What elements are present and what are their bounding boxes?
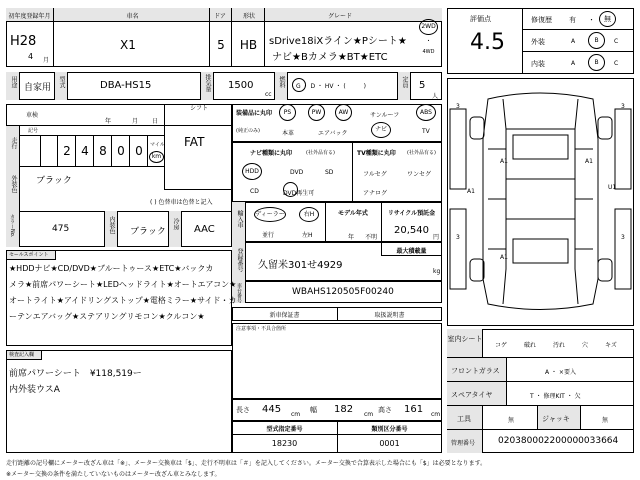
row2-table — [6, 72, 442, 100]
mgmt-label: 管理番号 — [451, 440, 476, 447]
interior-grade-c: C — [614, 60, 619, 67]
interior-color-label: 内装色 — [108, 216, 115, 234]
glass-label: フロントガラス — [451, 367, 500, 375]
door-label: ドア — [214, 13, 226, 20]
navi-hdd: HDD — [242, 163, 262, 180]
tools-value: 無 — [508, 417, 515, 424]
exterior-grade-b: B — [588, 32, 605, 49]
shape-label: 形状 — [242, 13, 255, 20]
mileage-digit: 8 — [99, 144, 107, 158]
damage-label: A1 — [500, 254, 508, 261]
jack-label: ジャッキ — [542, 415, 570, 423]
displacement-label: 排気量 — [204, 74, 211, 92]
tv-label: TV種類に丸印 — [357, 150, 396, 157]
width: 182 — [334, 404, 354, 415]
length-label: 長さ — [236, 406, 250, 414]
class-number: 0001 — [379, 439, 400, 448]
mileage-digit: 2 — [63, 144, 71, 158]
door-count: 5 — [217, 38, 225, 52]
person-unit: 人 — [432, 93, 439, 100]
reg-number: 久留米301せ4929 — [258, 260, 343, 271]
type-label: 型式指定番号 — [266, 426, 303, 433]
max-load-label: 最大積載量 — [396, 248, 427, 255]
mgmt-number: 020380002200000033664 — [498, 436, 619, 446]
displacement: 1500 — [228, 80, 254, 91]
equip-abs: ABS — [416, 104, 436, 121]
equipment-sub: (純正のみ) — [236, 128, 260, 134]
caution-table — [232, 323, 442, 399]
kg-unit: kg — [433, 268, 441, 275]
width-cm: cm — [364, 411, 374, 418]
length: 445 — [262, 404, 282, 415]
fuel-label: 燃料 — [278, 76, 285, 88]
miles-label: マイル — [150, 142, 165, 148]
tv-fullseg: フルセグ — [363, 171, 387, 178]
interior-grade-b: B — [588, 54, 605, 71]
recycle-label: リサイクル預託金 — [387, 210, 436, 217]
sheet-item: 破れ — [524, 342, 537, 349]
inspector-line-2: 内外装ウスA — [9, 385, 60, 395]
navi-label: ナビ種類に丸印 — [250, 150, 293, 157]
cc-unit: cc — [265, 91, 272, 98]
fuel-options: G ・ D ・ HV ・ ( ) — [296, 83, 367, 90]
reg-label: 登録番号 — [236, 248, 243, 272]
inspection-month: 月 — [132, 118, 139, 125]
recycle-amount: 20,540 — [394, 225, 429, 236]
usage: 自家用 — [24, 83, 52, 93]
height-label: 高さ — [378, 406, 392, 414]
mileage-digit: 0 — [117, 144, 125, 158]
class-label: 類別区分番号 — [371, 426, 408, 433]
model: DBA-HS15 — [100, 80, 152, 91]
usage-label: 用途 — [10, 76, 17, 88]
equip-sunroof: サンルーフ — [370, 112, 400, 119]
exterior-grade-c: C — [614, 38, 619, 45]
ac-label: 冷房 — [172, 218, 179, 230]
footer-line-1: 走行距離の記号欄にメーター改ざん車は「※」、メーター交換車は「$」、走行不明車は「＃」を記入してください。メーター交換で合算表示した場合にも「$」は必要となります。 — [6, 460, 487, 467]
navi-dvd: DVD — [290, 169, 304, 176]
jack-value: 無 — [602, 417, 609, 424]
drive-4wd: 4WD — [422, 49, 435, 55]
spare-value: T ・ 修理KIT ・ 欠 — [530, 393, 581, 400]
diagram-num: 3 — [456, 103, 460, 110]
inspector-line-1: 前席パワーシート ¥118,519ー — [9, 369, 142, 379]
chassis-number: WBAHS120505F00240 — [292, 287, 394, 297]
exterior-color-note: ( ) 色替車は色替と記入 — [150, 199, 213, 206]
exterior-color: ブラック — [36, 176, 72, 186]
equip-airbag: エアバック — [318, 130, 348, 137]
mileage-digit: 4 — [81, 144, 89, 158]
glass-value: A ・ ×要入 — [545, 369, 576, 376]
inspection-day: 日 — [152, 118, 159, 125]
tv-analog: アナログ — [363, 190, 388, 197]
width-label: 幅 — [310, 406, 317, 414]
interior-sheet-label: 室内シート — [447, 335, 483, 343]
repair-label: 修復歴 — [531, 16, 552, 24]
interior-grade-a: A — [571, 60, 576, 67]
sheet-item: 穴 — [582, 342, 589, 349]
repair-dot: ・ — [588, 16, 595, 24]
car-name: X1 — [120, 38, 136, 52]
body-shape: HB — [239, 38, 258, 52]
inspector-label: 検査記入欄 — [6, 350, 42, 360]
navi-cd: CD — [250, 188, 259, 195]
equip-tv: TV — [422, 128, 430, 135]
import-label: 輸入車 — [236, 210, 243, 228]
exterior-grade-label: 外装 — [531, 38, 545, 46]
score: 4.5 — [470, 30, 505, 55]
equip-navi: ナビ — [371, 122, 391, 138]
shift: FAT — [184, 135, 205, 149]
first-reg-label: 初年度登録年月 — [8, 13, 51, 20]
import-left: 左H — [302, 232, 313, 239]
tools-label: 工具 — [457, 415, 471, 423]
mileage-label: 走行 — [10, 137, 17, 149]
grade-label: グレード — [327, 13, 352, 20]
recycle-yen: 円 — [433, 234, 440, 241]
grade-line-2: ナビ★Bカメラ★BT★ETC — [272, 52, 388, 63]
grade-line-1: sDrive18iXライン★Pシート★ — [269, 36, 407, 47]
navi-dvd-play: DVD再生可 — [283, 190, 315, 197]
tv-sub: (社外品有る) — [407, 150, 436, 156]
car-name-label: 車名 — [126, 13, 139, 20]
sales-line-1: ★HDDナビ★CD/DVD★ブルートゥース★ETC★バックカ — [9, 264, 214, 273]
tv-oneseg: ワンセグ — [407, 171, 432, 178]
damage-label: U1 — [608, 184, 617, 191]
diagram-num: 3 — [456, 234, 460, 241]
sheet-item: 汚れ — [553, 342, 566, 349]
interior-grade-label: 内装 — [531, 60, 545, 68]
color-no-label: カラーNo. — [9, 214, 15, 238]
sales-line-4: ーテンエアバッグ★ステアリングリモコン★クルコン★ — [9, 312, 205, 321]
mileage-digit: 0 — [135, 144, 143, 158]
model-label: 型式 — [58, 76, 65, 88]
sales-line-3: オートライト★アイドリングストップ★電格ミラー★サイド・カ — [9, 296, 237, 305]
car-outline — [448, 79, 633, 325]
sales-label: セールスポイント — [6, 250, 56, 260]
navi-sd: SD — [325, 169, 334, 176]
import-dealer: ディーラー — [254, 207, 286, 222]
spare-label: スペアタイヤ — [451, 391, 493, 399]
capacity-label: 定員 — [401, 76, 408, 88]
interior-color: ブラック — [130, 227, 166, 237]
damage-label: A1 — [467, 188, 475, 195]
model-year-unknown: 不明 — [365, 234, 378, 241]
model-year-label: モデル年式 — [338, 210, 368, 217]
equip-leather: 本革 — [282, 130, 295, 137]
drive-dot: ・ — [425, 38, 432, 45]
diagram-num: 3 — [621, 103, 625, 110]
import-parallel: 並行 — [262, 232, 275, 239]
length-cm: cm — [291, 411, 301, 418]
car-diagram — [447, 78, 634, 326]
equip-aw: AW — [335, 104, 352, 121]
inspection-year: 年 — [105, 118, 112, 125]
capacity: 5 — [419, 80, 426, 91]
equip-ps: PS — [279, 104, 296, 121]
exterior-grade-a: A — [571, 38, 576, 45]
repair-yes: 有 — [569, 16, 576, 24]
color-no: 475 — [52, 224, 70, 234]
inspection-label: 車検 — [26, 112, 39, 119]
sales-line-2: メラ★前席パワーシート★LEDヘッドライト★オートエアコン★ — [9, 280, 237, 289]
km-unit: km — [149, 151, 164, 163]
ac-type: AAC — [194, 224, 215, 235]
month-unit: 月 — [43, 57, 50, 64]
height: 161 — [404, 404, 424, 415]
damage-label: A1 — [585, 158, 593, 165]
import-right: 右H — [299, 207, 319, 222]
sheet-item: コゲ — [495, 342, 508, 349]
shift-label: シフト — [190, 105, 209, 112]
damage-label: A1 — [500, 158, 508, 165]
memo-label: 記号 — [28, 128, 39, 134]
caution-label: 注意事項・不具合箇所 — [236, 326, 287, 332]
drive-2wd: 2WD — [419, 19, 438, 35]
navi-sub: (社外品有る) — [306, 150, 335, 156]
height-cm: cm — [431, 411, 441, 418]
diagram-num: 3 — [621, 234, 625, 241]
warranty-label: 新車保証書 — [269, 312, 300, 319]
first-reg-month: 4 — [28, 52, 34, 61]
sheet-item: キズ — [605, 342, 617, 349]
equipment-label: 装備品に丸印 — [236, 110, 273, 117]
manual-label: 取扱説明書 — [374, 312, 405, 319]
repair-no: 無 — [599, 11, 616, 27]
type-number: 18230 — [271, 439, 298, 448]
footer-line-2: ※メーター交換の条件を満たしていないものはメーター改ざん車とみなします。 — [6, 471, 221, 478]
equip-pw: PW — [308, 104, 325, 121]
first-reg-year: H28 — [10, 34, 37, 49]
score-label: 評価点 — [470, 15, 491, 23]
navi-dvd-play-circle — [283, 182, 298, 197]
mileage-cells — [40, 136, 148, 166]
model-year-year: 年 — [348, 234, 355, 241]
exterior-color-label: 外装色 — [10, 175, 17, 193]
chassis-label: 車台番号 — [236, 283, 242, 303]
